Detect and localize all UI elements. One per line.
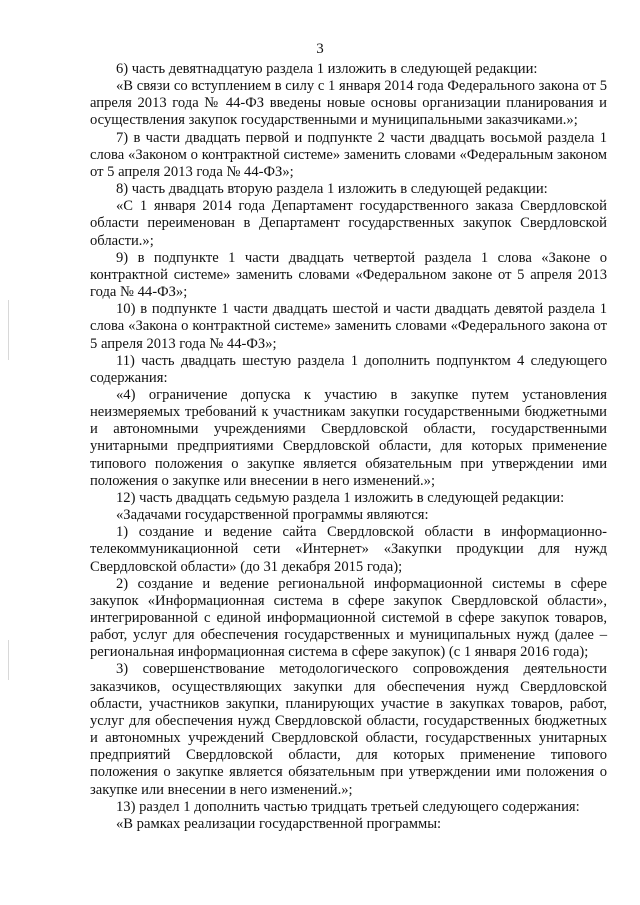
paragraph: 6) часть девятнадцатую раздела 1 изложить в следующей редакции: bbox=[116, 61, 538, 77]
paragraph: 9) в подпункте 1 части двадцать четвертой раздела 1 слова «Законе о контрактной системе» заменить словами «Федеральном законе от 5 апреля 2013 года № 44-ФЗ»; bbox=[90, 249, 607, 301]
paragraph: 7) в части двадцать первой и подпункте 2 части двадцать восьмой раздела 1 слова «Законом о контрактной системе» заменить словами «Федеральным законом от 5 апреля 2013 года № 44-ФЗ»; bbox=[90, 129, 607, 180]
paragraph: «В связи со вступлением в силу с 1 января 2014 года Федерального закона от 5 апреля 2013 года № 44-ФЗ введены новые основы организации планирования и осуществления закупок государственными и муниципальными заказчиками.»; bbox=[90, 78, 607, 129]
paragraph: 13) раздел 1 дополнить частью тридцать третьей следующего содержания: bbox=[116, 798, 580, 815]
paragraph: 2) создание и ведение региональной информационной системы в сфере закупок «Информационная система в сфере закупок Свердловской области», интегрированной с единой информационной системой в сфере закупок товаров, работ, услуг для обеспечения государственных и муниципальных нужд (далее – региональная информационная система в сфере закупок) (с 1 января 2016 года); bbox=[90, 575, 607, 661]
paragraph: 12) часть двадцать седьмую раздела 1 изложить в следующей редакции: bbox=[116, 489, 565, 506]
paragraph: 10) в подпункте 1 части двадцать шестой и части двадцать девятой раздела 1 слова «Закона о контрактной системе» заменить словами «Федерального закона от 5 апреля 2013 года № 44-ФЗ»; bbox=[90, 301, 607, 352]
paragraph: 1) создание и ведение сайта Свердловской области в информационно-телекоммуникационной сети «Интернет» «Закупки продукции для нужд Свердловской области» (до 31 декабря 2015 года); bbox=[90, 524, 607, 575]
paragraph: 11) часть двадцать шестую раздела 1 дополнить подпунктом 4 следующего содержания: bbox=[90, 352, 607, 386]
scan-edge-mark bbox=[8, 640, 9, 680]
paragraph: «4) ограничение допуска к участию в закупке путем установления неизмеряемых требований к участникам закупки государственными бюджетными и автономными учреждениями Свердловской области, государственными унитарными предприятиями Свердловской области, для которых применение типового положения о закупке является обязательным при утверждении ими положения о закупке или внесении в него изменений.»; bbox=[90, 386, 607, 489]
paragraph: «С 1 января 2014 года Департамент государственного заказа Свердловской области переименован в Департамент государственных закупок Свердловской области.»; bbox=[90, 198, 607, 249]
paragraph: «Задачами государственной программы являются: bbox=[116, 507, 429, 524]
paragraph: 3) совершенствование методологического сопровождения деятельности заказчиков, осуществляющих закупки для обеспечения нужд Свердловской области, участников закупки, планирующих участие в закупках товаров, работ, услуг для обеспечения нужд Свердловской области, государственных бюджетных и автономных учреждений Свердловской области, государственных унитарных предприятий Свердловской области, для которых применение типового положения о закупке является обязательным при утверждении ими положения о закупке или внесении в него изменений.»; bbox=[90, 661, 607, 798]
paragraph: 8) часть двадцать вторую раздела 1 изложить в следующей редакции: bbox=[116, 181, 548, 198]
paragraph: «В рамках реализации государственной программы: bbox=[116, 815, 442, 832]
document-body bbox=[90, 61, 607, 833]
page-number: 3 bbox=[316, 41, 324, 57]
scan-edge-mark bbox=[8, 300, 9, 360]
